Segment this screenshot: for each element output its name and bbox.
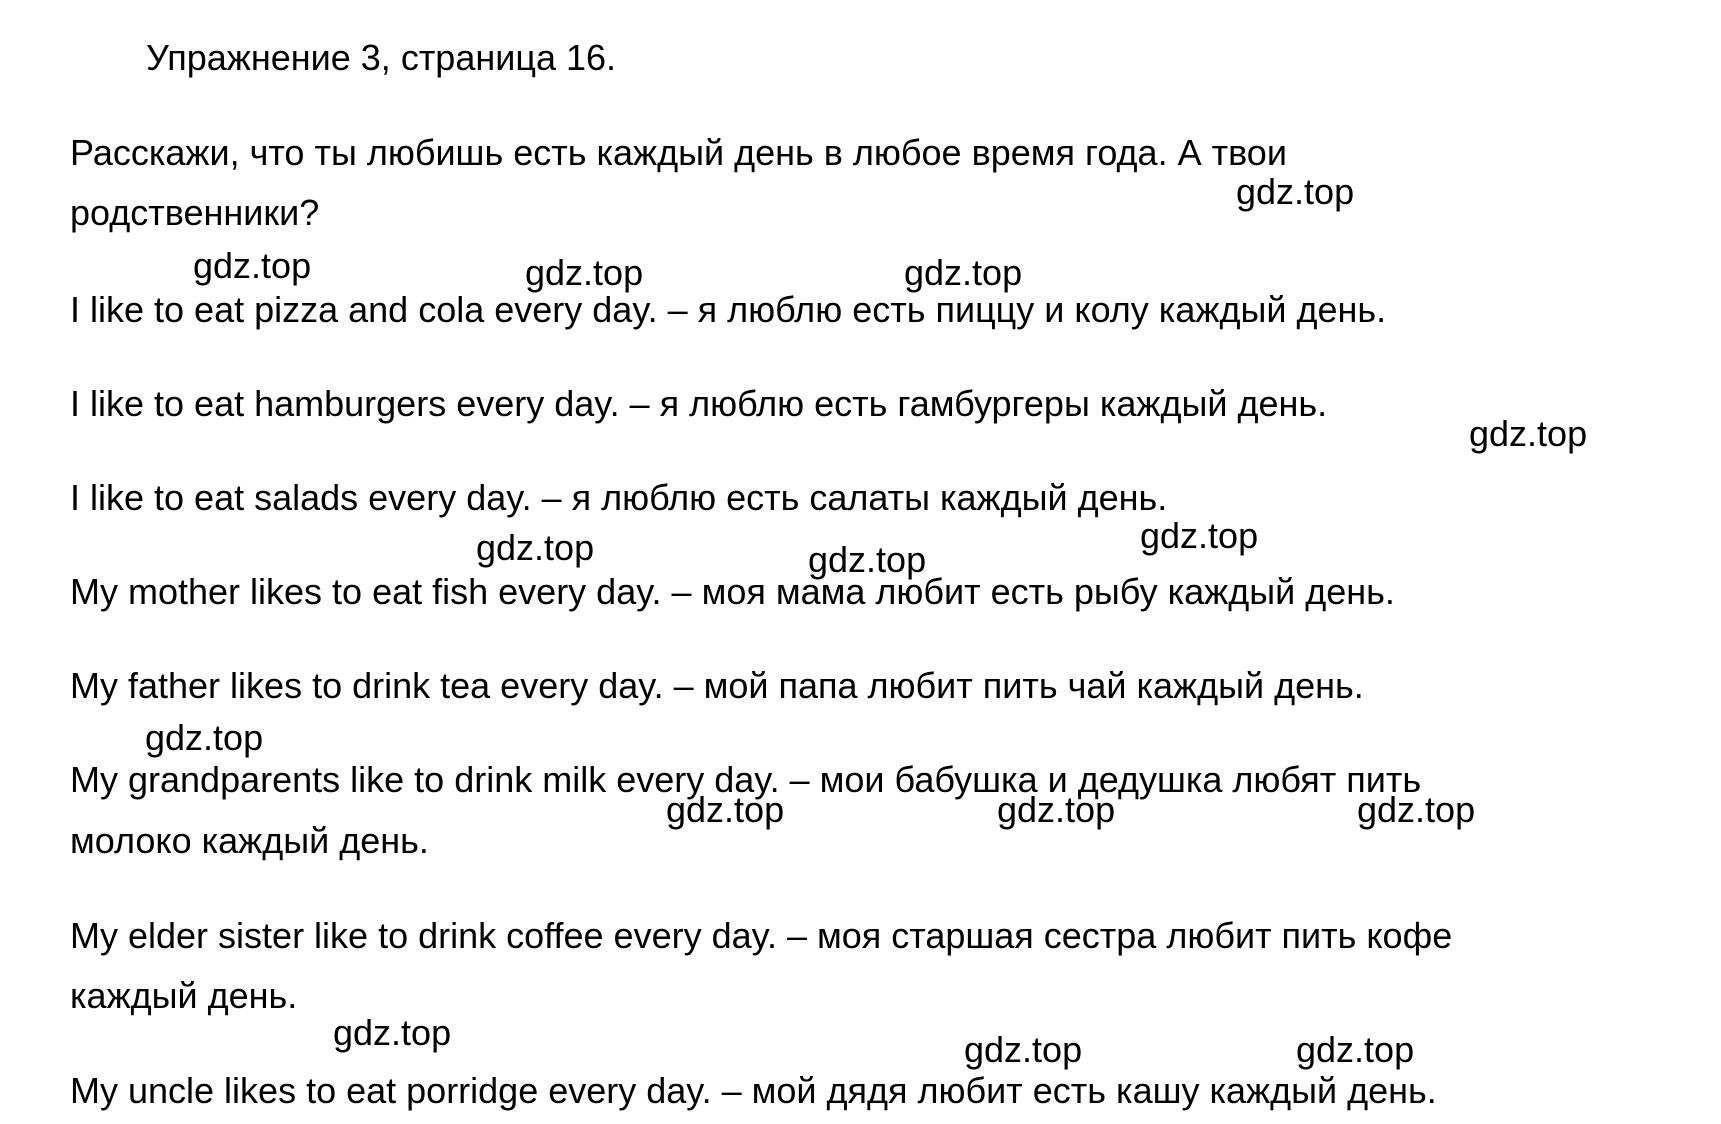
task-text-line-1: Расскажи, что ты любишь есть каждый день в любое время года. А твои — [70, 132, 1287, 173]
answer-2: I like to eat hamburgers every day. – я люблю есть гамбургеры каждый день. — [70, 383, 1328, 424]
answer-1: I like to eat pizza and cola every day. – я люблю есть пиццу и колу каждый день. — [70, 289, 1387, 330]
answer-6-line-2: молоко каждый день. — [70, 820, 429, 861]
answer-7-line-2: каждый день. — [70, 975, 298, 1016]
watermark: gdz.top — [1236, 171, 1355, 212]
watermark: gdz.top — [476, 527, 595, 568]
watermark: gdz.top — [997, 789, 1116, 830]
watermark: gdz.top — [1357, 789, 1476, 830]
answer-3: I like to eat salads every day. – я люблю есть салаты каждый день. — [70, 477, 1168, 518]
watermark: gdz.top — [964, 1029, 1083, 1070]
task-text-line-2: родственники? — [70, 192, 320, 233]
answer-6-line-1: My grandparents like to drink milk every day. – мои бабушка и дедушка любят пить — [70, 759, 1422, 800]
watermark: gdz.top — [333, 1012, 452, 1053]
answer-7-line-1: My elder sister like to drink coffee every day. – моя старшая сестра любит пить кофе — [70, 915, 1453, 956]
watermark: gdz.top — [808, 539, 927, 580]
watermark: gdz.top — [1140, 515, 1259, 556]
exercise-heading: Упражнение 3, страница 16. — [146, 37, 617, 78]
watermark: gdz.top — [666, 789, 785, 830]
watermark: gdz.top — [193, 245, 312, 286]
answer-8: My uncle likes to eat porridge every day. – мой дядя любит есть кашу каждый день. — [70, 1070, 1437, 1111]
answer-4: My mother likes to eat fish every day. – моя мама любит есть рыбу каждый день. — [70, 571, 1395, 612]
answer-5: My father likes to drink tea every day. – мой папа любит пить чай каждый день. — [70, 665, 1364, 706]
watermark: gdz.top — [1469, 413, 1588, 454]
watermark: gdz.top — [145, 717, 264, 758]
watermark: gdz.top — [1296, 1029, 1415, 1070]
watermark: gdz.top — [904, 252, 1023, 293]
watermark: gdz.top — [525, 252, 644, 293]
